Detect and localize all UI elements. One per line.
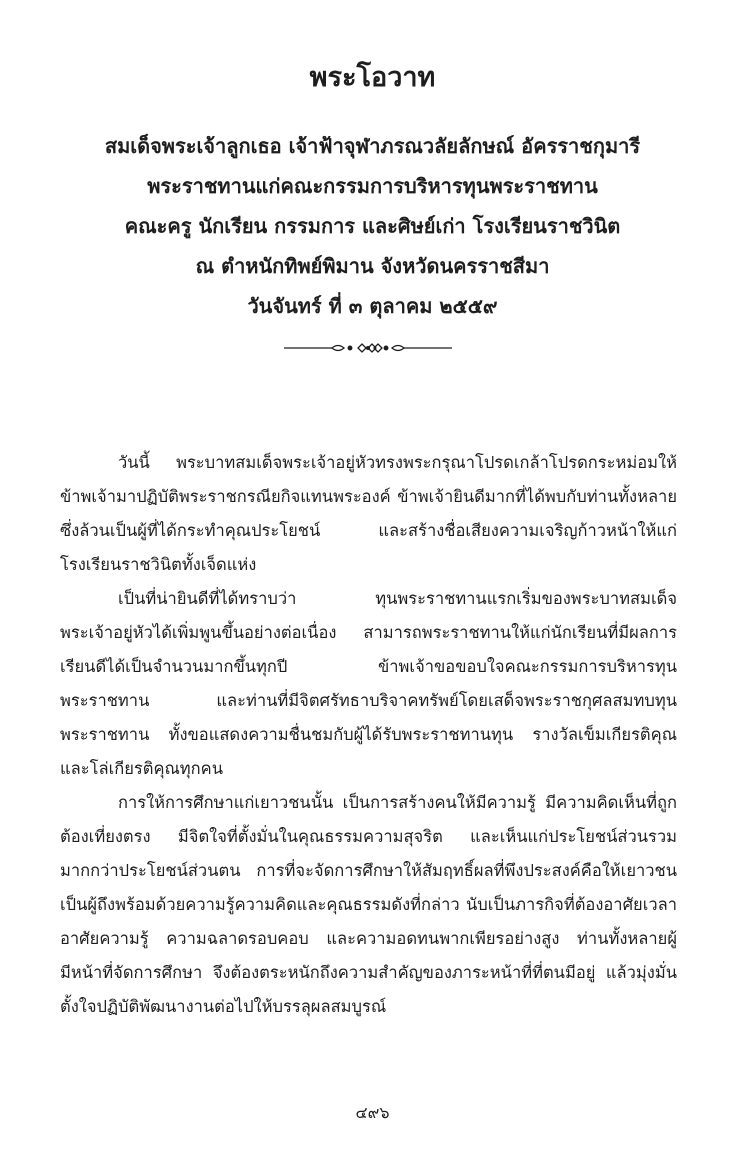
paragraph-2: เป็นที่น่ายินดีที่ได้ทราบว่า ทุนพระราชทานแรกเริ่มของพระบาทสมเด็จพระเจ้าอยู่หัวได้เพิ่มพูนขึ้นอย่างต่อเนื่อง สามารถพระราชทานให้แก่นักเรียนที่มีผลการเรียนดีได้เป็นจำนวนมากขึ้นทุกปี ข้าพเจ้าขอขอบใจคณะกรรมการบริหารทุนพระราชทาน และท่านที่มีจิตศรัทธาบริจาคทรัพย์โดยเสด็จพระราชกุศลสมทบทุนพระราชทาน ทั้งขอแสดงความชื่นชมกับผู้ได้รับพระราชทานทุน รางวัลเข็มเกียรติคุณ และโล่เกียรติคุณทุกคน bbox=[60, 589, 677, 778]
header-line-recipients: พระราชทานแก่คณะกรรมการบริหารทุนพระราชทาน bbox=[147, 174, 598, 198]
header-line-audience: คณะครู นักเรียน กรรมการ และศิษย์เก่า โรงเรียนราชวินิต bbox=[124, 214, 621, 238]
address-header bbox=[40, 126, 705, 326]
header-line-royal-name: สมเด็จพระเจ้าลูกเธอ เจ้าฟ้าจุฬาภรณวลัยลักษณ์ อัครราชกุมารี bbox=[104, 134, 641, 158]
header-line-location: ณ ตำหนักทิพย์พิมาน จังหวัดนครราชสีมา bbox=[195, 254, 550, 278]
paragraph-3: การให้การศึกษาแก่เยาวชนนั้น เป็นการสร้างคนให้มีความรู้ มีความคิดเห็นที่ถูกต้องเที่ยงตรง มีจิตใจที่ตั้งมั่นในคุณธรรมความสุจริต และเห็นแก่ประโยชน์ส่วนรวมมากกว่าประโยชน์ส่วนตน การที่จะจัดการศึกษาให้สัมฤทธิ์ผลที่พึงประสงค์คือให้เยาวชนเป็นผู้ถึงพร้อมด้วยความรู้ความคิดและคุณธรรมดังที่กล่าว นับเป็นภารกิจที่ต้องอาศัยเวลา อาศัยความรู้ ความฉลาดรอบคอบ และความอดทนพากเพียรอย่างสูง ท่านทั้งหลายผู้มีหน้าที่จัดการศึกษา จึงต้องตระหนักถึงความสำคัญของภาระหน้าที่ที่ตนมีอยู่ แล้วมุ่งมั่นตั้งใจปฏิบัติพัฒนางานต่อไปให้บรรลุผลสมบูรณ์ bbox=[60, 793, 677, 1016]
paragraph-1: วันนี้ พระบาทสมเด็จพระเจ้าอยู่หัวทรงพระกรุณาโปรดเกล้าโปรดกระหม่อมให้ข้าพเจ้ามาปฏิบัติพระราชกรณียกิจแทนพระองค์ ข้าพเจ้ายินดีมากที่ได้พบกับท่านทั้งหลาย ซึ่งล้วนเป็นผู้ที่ได้กระทำคุณประโยชน์ และสร้างชื่อเสียงความเจริญก้าวหน้าให้แก่โรงเรียนราชวินิตทั้งเจ็ดแห่ง bbox=[60, 453, 677, 574]
speech-body bbox=[60, 446, 677, 1024]
page-number: ๔๙๖ bbox=[355, 1103, 390, 1122]
page-title: พระโอวาท bbox=[309, 62, 436, 93]
ornament-divider-icon bbox=[282, 338, 454, 358]
header-line-date: วันจันทร์ ที่ ๓ ตุลาคม ๒๕๕๙ bbox=[247, 294, 498, 318]
